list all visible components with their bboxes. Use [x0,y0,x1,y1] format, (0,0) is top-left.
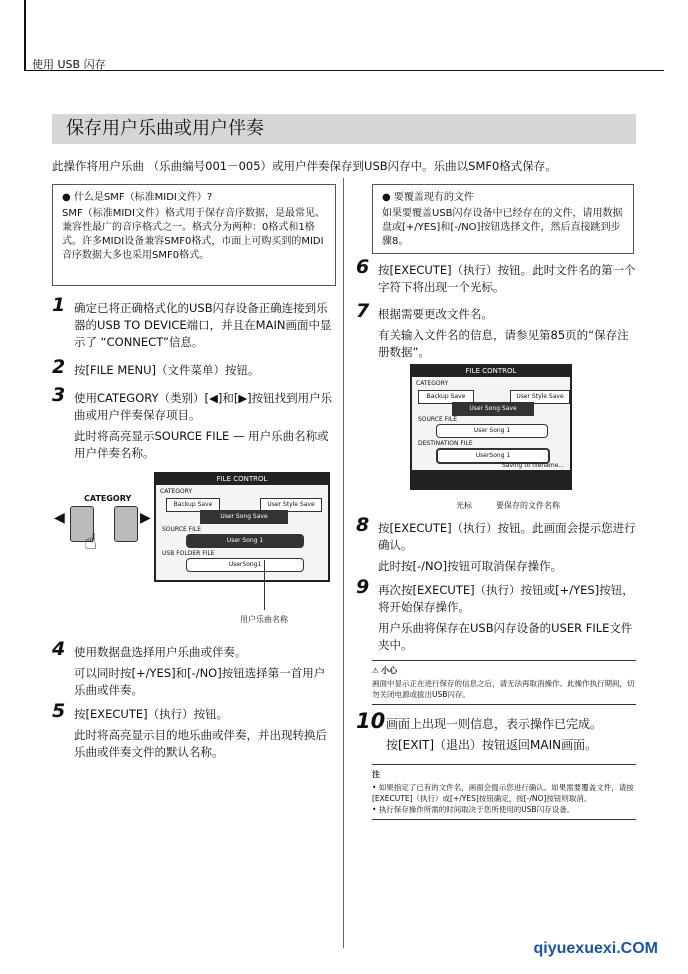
header-rule [24,70,664,71]
callout-line [264,560,265,610]
page-header: 使用 USB 闪存 [32,58,106,71]
step-subtext: 按[EXIT]（退出）按钮返回MAIN画面。 [386,738,598,752]
screen-category-label: CATEGORY [416,380,449,387]
note-smf-body: SMF（标准MIDI文件）格式用于保存音序数据，是最常见、兼容性最广的音序格式之一。格式分为两种：0格式和1格式。许多MIDI设备兼容SMF0格式，市面上可购买到的MIDI音序数据大多也采用SMF0格式。 [62,208,325,261]
step-number: 3 [52,384,66,406]
step-text: 再次按[EXECUTE]（执行）按钮或[+/YES]按钮，将开始保存操作。 [378,583,634,614]
tab-user-song-save[interactable]: User Song Save [452,402,534,416]
step-3 [52,384,336,462]
section-title: 保存用户乐曲或用户伴奏 [52,114,636,144]
step-5 [52,700,336,761]
tab-user-style-save[interactable]: User Style Save [510,390,570,404]
step-7 [356,300,638,361]
callout-filename: 要保存的文件名称 [496,501,560,510]
step-2 [52,356,336,379]
step-subtext: 此时将高亮显示目的地乐曲或伴奏，并出现转换后乐曲或伴奏文件的默认名称。 [74,728,327,759]
caution-box [372,660,636,705]
warning-icon: ⚠ [372,666,379,675]
dest-file-value[interactable]: UserSong 1 [436,448,550,464]
screen-button-strip [412,470,570,488]
source-file-label: SOURCE FILE [162,526,202,533]
source-file-value[interactable]: User Song 1 [186,534,304,548]
tab-user-song-save[interactable]: User Song Save [200,510,288,524]
step-text: 按[FILE MENU]（文件菜单）按钮。 [74,363,260,377]
note-footer-tag: 注 [372,770,380,779]
step-number: 2 [52,356,66,378]
note-smf [52,184,336,286]
step-number: 7 [356,300,370,322]
step-number: 8 [356,514,370,536]
note-smf-title: ● 什么是SMF（标准MIDI文件）? [62,192,213,203]
step-subtext: 此时按[-/NO]按钮可取消保存操作。 [378,559,563,573]
step-number: 1 [52,294,66,316]
caution-tag: 小心 [381,666,398,675]
saving-status: Saving to filename... [502,462,565,469]
left-arrow-icon: ◀ [54,510,65,526]
source-file-label: SOURCE FILE [418,416,458,423]
header-vertical-bar [24,0,26,70]
step-text: 按[EXECUTE]（执行）按钮。此画面会提示您进行确认。 [378,521,636,552]
step-text: 按[EXECUTE]（执行）按钮。此时文件名的第一个字符下将出现一个光标。 [378,263,636,294]
dest-file-value[interactable]: UserSong1 [186,558,304,572]
tab-user-style-save[interactable]: User Style Save [260,498,322,512]
file-control-screen-2 [410,364,572,490]
callout-cursor: 光标 [456,501,472,510]
hand-pointer-icon: ☝ [84,530,98,555]
step-text: 确定已将正确格式化的USB闪存设备正确连接到乐器的USB TO DEVICE端口，并且在MAIN画面中显示了 “CONNECT”信息。 [74,301,332,349]
step-number: 6 [356,256,370,278]
source-file-value[interactable]: User Song 1 [436,424,548,438]
category-right-button[interactable] [114,506,138,542]
note-overwrite [372,184,634,254]
dest-file-label: DESTINATION FILE [418,440,473,447]
step-text: 根据需要更改文件名。 [378,307,493,321]
note-footer-item-1: • 如果指定了已有的文件名，画面会提示您进行确认。如果需要覆盖文件，请按[EXECUTE]（执行）或[+/YES]按钮确定，按[-/NO]按钮则取消。 [372,783,634,803]
step-subtext: 可以同时按[+/YES]和[-/NO]按钮选择第一首用户乐曲或伴奏。 [74,666,326,697]
step-text: 使用CATEGORY（类别）[◀]和[▶]按钮找到用户乐曲或用户伴奏保存项目。 [74,391,333,422]
tab-backup-save[interactable]: Backup Save [166,498,220,512]
step-1 [52,294,336,351]
screen-header: FILE CONTROL [412,366,570,377]
step-10 [356,709,638,754]
step-text: 按[EXECUTE]（执行）按钮。 [74,707,229,721]
step-9 [356,576,638,654]
step-number: 9 [356,576,370,598]
step-text: 使用数据盘选择用户乐曲或伴奏。 [74,645,247,659]
column-divider [343,178,344,948]
tab-backup-save[interactable]: Backup Save [418,390,474,404]
step-6 [356,256,638,296]
note-footer-item-2: • 执行保存操作所需的时间取决于您所使用的USB闪存设备。 [372,805,575,814]
note-footer [372,764,636,820]
file-control-screen-1 [154,472,330,582]
note-overwrite-body: 如果要覆盖USB闪存设备中已经存在的文件，请用数据盘或[+/YES]和[-/NO]按钮选择文件，然后直接跳到步骤8。 [382,208,623,247]
category-button-label: CATEGORY [84,494,132,503]
dest-file-label: USB FOLDER FILE [162,550,215,557]
step-8 [356,514,638,575]
step-number: 10 [356,709,386,733]
callout-song-name: 用户乐曲名称 [240,615,288,624]
screen-header: FILE CONTROL [156,474,328,485]
note-overwrite-title: ● 要覆盖现有的文件 [382,192,474,203]
step-number: 5 [52,700,66,722]
step-subtext: 用户乐曲将保存在USB闪存设备的USER FILE文件夹中。 [378,621,633,652]
step-subtext: 有关输入文件名的信息，请参见第85页的“保存注册数据”。 [378,328,629,359]
site-watermark: qiyuexuexi.COM [533,940,658,957]
intro-text: 此操作将用户乐曲 （乐曲编号001－005）或用户伴奏保存到USB闪存中。乐曲以SMF0格式保存。 [52,159,557,173]
step-number: 4 [52,638,66,660]
step-4 [52,638,336,699]
caution-body: 画面中显示正在进行保存的信息之后，请无法再取消操作。此操作执行期间，切勿关闭电源或拔出USB闪存。 [372,679,635,699]
step-subtext: 此时将高亮显示SOURCE FILE — 用户乐曲名称或用户伴奏名称。 [74,429,329,460]
right-arrow-icon: ▶ [140,510,151,526]
step-text: 画面上出现一则信息，表示操作已完成。 [386,717,603,731]
screen-category-label: CATEGORY [160,488,193,495]
